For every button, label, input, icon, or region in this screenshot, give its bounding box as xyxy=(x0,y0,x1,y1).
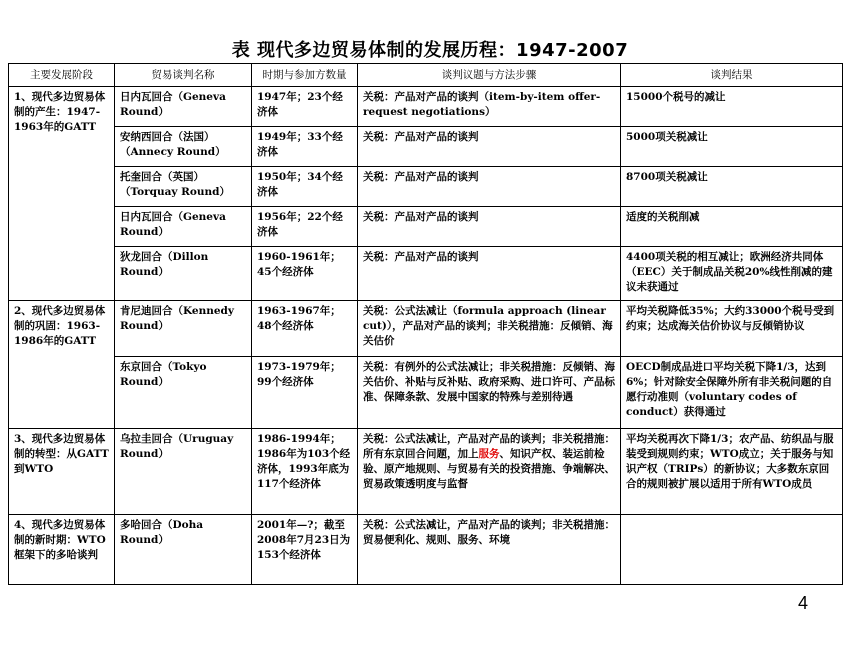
round-name-cell: 安纳西回合（法国）（Annecy Round） xyxy=(115,127,252,167)
table-row xyxy=(9,301,843,357)
period-cell: 1956年；22个经济体 xyxy=(252,207,358,247)
topics-cell: 关税：产品对产品的谈判 xyxy=(358,247,621,301)
period-cell: 1963-1967年；48个经济体 xyxy=(252,301,358,357)
stage-cell: 3、现代多边贸易体制的转型：从GATT到WTO xyxy=(9,429,115,515)
table-row xyxy=(9,515,843,585)
topics-text: 、知识产权、装运前检验、原产地规则、与贸易有关的投资措施、争端解决、贸易政策透明度与监督 xyxy=(363,448,615,490)
topics-highlight: 服务 xyxy=(478,448,500,460)
header-topics: 谈判议题与方法步骤 xyxy=(358,64,621,87)
period-cell: 1973-1979年；99个经济体 xyxy=(252,357,358,429)
topics-cell: 关税：公式法减让，产品对产品的谈判；非关税措施：贸易便利化、规则、服务、环境 xyxy=(358,515,621,585)
table-row xyxy=(9,127,843,167)
header-round-name: 贸易谈判名称 xyxy=(115,64,252,87)
table-row xyxy=(9,87,843,127)
header-result: 谈判结果 xyxy=(621,64,843,87)
period-cell: 1949年；33个经济体 xyxy=(252,127,358,167)
stage-cell: 4、现代多边贸易体制的新时期：WTO框架下的多哈谈判 xyxy=(9,515,115,585)
period-cell: 2001年—?；截至2008年7月23日为153个经济体 xyxy=(252,515,358,585)
period-cell: 1986-1994年；1986年为103个经济体，1993年底为117个经济体 xyxy=(252,429,358,515)
table-row xyxy=(9,247,843,301)
period-cell: 1950年；34个经济体 xyxy=(252,167,358,207)
history-table xyxy=(8,63,843,585)
period-cell: 1947年；23个经济体 xyxy=(252,87,358,127)
round-name-cell: 东京回合（Tokyo Round） xyxy=(115,357,252,429)
result-cell: 平均关税降低35%；大约33000个税号受到约束；达成海关估价协议与反倾销协议 xyxy=(621,301,843,357)
table-row xyxy=(9,357,843,429)
table-row xyxy=(9,167,843,207)
round-name-cell: 乌拉圭回合（Uruguay Round） xyxy=(115,429,252,515)
round-name-cell: 日内瓦回合（Geneva Round） xyxy=(115,87,252,127)
topics-cell: 关税：产品对产品的谈判 xyxy=(358,167,621,207)
header-stage: 主要发展阶段 xyxy=(9,64,115,87)
table-row xyxy=(9,207,843,247)
result-cell: 适度的关税削减 xyxy=(621,207,843,247)
round-name-cell: 狄龙回合（Dillon Round） xyxy=(115,247,252,301)
round-name-cell: 日内瓦回合（Geneva Round） xyxy=(115,207,252,247)
topics-text: 关税：公式法减让，产品对产品的谈判；非关税措施：所有东京回合问题，加上 xyxy=(363,433,615,460)
result-cell: 4400项关税的相互减让；欧洲经济共同体（EEC）关于制成品关税20%线性削减的建议未获通过 xyxy=(621,247,843,301)
stage-cell: 2、现代多边贸易体制的巩固：1963-1986年的GATT xyxy=(9,301,115,429)
page-title: 表 现代多边贸易体制的发展历程：1947-2007 xyxy=(231,40,629,61)
round-name-cell: 肯尼迪回合（Kennedy Round） xyxy=(115,301,252,357)
result-cell: OECD制成品进口平均关税下降1/3，达到6%；针对除安全保障外所有非关税问题的自愿行动准则（voluntary codes of conduct）获得通过 xyxy=(621,357,843,429)
stage-cell: 1、现代多边贸易体制的产生：1947-1963年的GATT xyxy=(9,87,115,301)
topics-cell: 关税：产品对产品的谈判（item-by-item offer-request negotiations） xyxy=(358,87,621,127)
result-cell: 15000个税号的减让 xyxy=(621,87,843,127)
result-cell: 8700项关税减让 xyxy=(621,167,843,207)
result-cell xyxy=(621,515,843,585)
topics-cell: 关税：有例外的公式法减让；非关税措施：反倾销、海关估价、补贴与反补贴、政府采购、进口许可、产品标准、保障条款、发展中国家的特殊与差别待遇 xyxy=(358,357,621,429)
result-cell: 5000项关税减让 xyxy=(621,127,843,167)
topics-cell xyxy=(358,429,621,515)
page-number: 4 xyxy=(797,593,808,613)
topics-cell: 关税：产品对产品的谈判 xyxy=(358,207,621,247)
topics-cell: 关税：产品对产品的谈判 xyxy=(358,127,621,167)
result-cell: 平均关税再次下降1/3；农产品、纺织品与服装受到规则约束；WTO成立；关于服务与知识产权（TRIPs）的新协议；大多数东京回合的规则被扩展以适用于所有WTO成员 xyxy=(621,429,843,515)
header-row xyxy=(9,64,843,87)
period-cell: 1960-1961年；45个经济体 xyxy=(252,247,358,301)
topics-cell: 关税：公式法减让（formula approach (linear cut)），产品对产品的谈判；非关税措施：反倾销、海关估价 xyxy=(358,301,621,357)
header-period: 时期与参加方数量 xyxy=(252,64,358,87)
round-name-cell: 多哈回合（Doha Round） xyxy=(115,515,252,585)
round-name-cell: 托奎回合（英国）（Torquay Round） xyxy=(115,167,252,207)
table-row xyxy=(9,429,843,515)
